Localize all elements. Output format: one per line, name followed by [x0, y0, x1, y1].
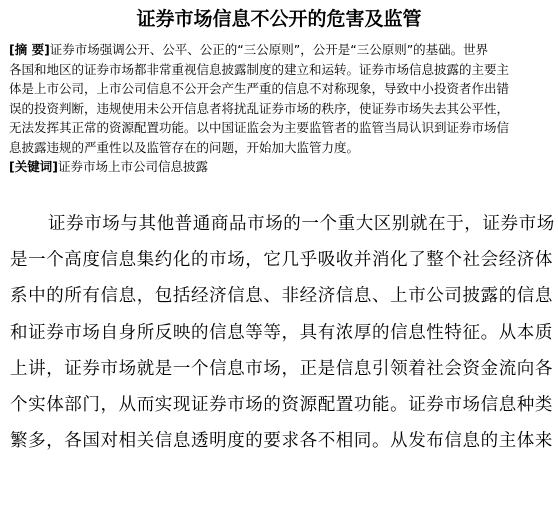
body-line: 和证券市场自身所反映的信息等等，具有浓厚的信息性特征。从本质	[10, 322, 553, 343]
body-line: 上讲，证券市场就是一个信息市场，正是信息引领着社会资金流向各	[10, 358, 553, 379]
abstract-line: 无法发挥其正常的资源配置功能。以中国证监会为主要监管者的监管当局认识到证券市场信	[9, 120, 510, 135]
keywords-label: [关键词]	[9, 159, 58, 174]
abstract-label: [摘 要]	[9, 42, 50, 57]
abstract-line: 体是上市公司，上市公司信息不公开会产生严重的信息不对称现象，导致中小投资者作出错	[9, 81, 510, 96]
abstract-block	[9, 40, 558, 177]
abstract-text: 证券市场强调公开、公平、公正的“三公原则”，公开是“三公原则”的基础。世界	[49, 42, 489, 57]
body-line: 繁多，各国对相关信息透明度的要求各不相同。从发布信息的主体来	[10, 431, 553, 452]
abstract-line: 误的投资判断，违规使用未公开信息者将扰乱证券市场的秩序，使证券市场失去其公平性，	[9, 100, 510, 116]
body-paragraph	[10, 206, 558, 459]
keywords-text: 证券市场上市公司信息披露	[57, 159, 208, 174]
abstract-line	[9, 40, 558, 60]
keywords-line	[9, 157, 558, 177]
body-line: 证券市场与其他普通商品市场的一个重大区别就在于，证券市场	[48, 214, 555, 234]
abstract-line: 各国和地区的证券市场都非常重视信息披露制度的建立和运转。证券市场信息披露的主要主	[9, 61, 510, 77]
abstract-line: 息披露违规的严重性以及监管存在的问题，开始加大监管力度。	[9, 139, 360, 155]
body-line: 是一个高度信息集约化的市场，它几乎吸收并消化了整个社会经济体	[10, 250, 553, 271]
body-line: 系中的所有信息，包括经济信息、非经济信息、上市公司披露的信息	[10, 286, 553, 307]
body-line: 个实体部门，从而实现证券市场的资源配置功能。证券市场信息种类	[10, 394, 553, 415]
paper-title: 证券市场信息不公开的危害及监管	[136, 8, 422, 30]
